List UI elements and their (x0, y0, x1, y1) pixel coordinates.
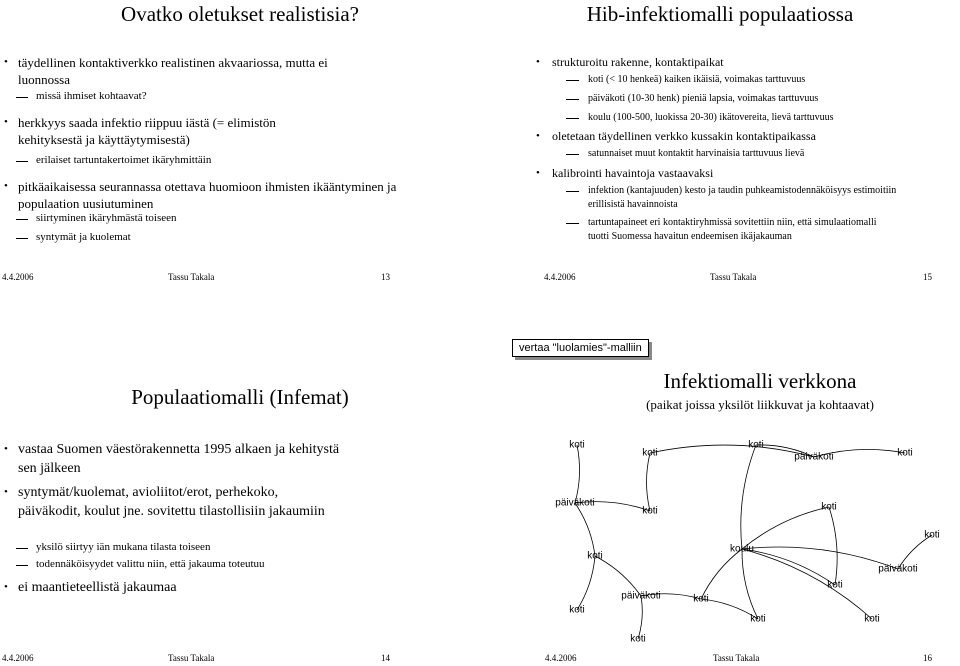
slide-subtitle: (paikat joissa yksilöt liikkuvat ja kohtaavat) (646, 397, 874, 412)
slide-footer (0, 272, 390, 284)
network-node-koti: koti (864, 613, 880, 625)
slide-title: Ovatko oletukset realistisia? (121, 2, 359, 26)
bullet-icon: • (536, 167, 540, 179)
network-link (575, 445, 580, 503)
bullet-item: • pitkäaikaisessa seurannassa otettava huomioon ihmisten ikääntyminen ja populaation uusiutuminen (4, 179, 397, 211)
network-node-koti: koti (569, 604, 585, 616)
network-node-koti: koti (642, 505, 658, 517)
dash-icon (566, 118, 579, 119)
sub-item: erilaiset tartuntakertoimet ikäryhmittäin (36, 153, 211, 168)
network-node-koti: koti (630, 633, 646, 645)
network-link (701, 549, 742, 599)
sub-item: yksilö siirtyy iän mukana tilasta toiseen (36, 540, 210, 555)
network-node-päiväkoti: päiväkoti (555, 497, 595, 509)
network-node-koti: koti (748, 439, 764, 451)
sub-item: siirtyminen ikäryhmästä toiseen (36, 211, 177, 226)
footer-page-number: 15 (923, 272, 932, 282)
sub-item: päiväkoti (10-30 henk) pieniä lapsia, voimakas tarttuvuus (588, 92, 818, 106)
network-node-koti: koti (642, 447, 658, 459)
network-node-päiväkoti: päiväkoti (878, 563, 918, 575)
network-link (647, 453, 650, 511)
dash-icon (566, 191, 579, 192)
bullet-icon: • (536, 130, 540, 142)
network-node-koti: koti (750, 613, 766, 625)
slide-footer (0, 653, 390, 665)
network-link (741, 445, 756, 549)
footer-page-number: 14 (381, 653, 390, 663)
dash-icon (566, 154, 579, 155)
dash-icon (566, 80, 579, 81)
footer-author: Tassu Takala (168, 272, 215, 282)
network-node-koti: koti (827, 579, 843, 591)
dash-icon (16, 97, 28, 98)
sub-item: koulu (100-500, luokissa 20-30) ikätovereita, lievä tarttuvuus (588, 111, 834, 125)
network-node-koulu: koulu (730, 543, 754, 555)
bullet-item: • vastaa Suomen väestörakennetta 1995 alkaen ja kehitystä sen jälkeen (4, 442, 340, 476)
bullet-icon: • (4, 180, 8, 192)
network-link (742, 507, 829, 549)
slide-title: Hib-infektiomalli populaatiossa (586, 2, 854, 26)
network-link (650, 445, 814, 457)
sub-item: infektion (kantajuuden) kesto ja taudin puhkeamistodennäköisyys estimoitiin erillisistä havainnoista (588, 184, 928, 212)
slide-footer (480, 653, 960, 665)
bullet-item: • ei maantieteellistä jakaumaa (4, 580, 177, 595)
footer-page-number: 16 (923, 653, 932, 663)
callout-box: vertaa "luolamies"-malliin (512, 339, 649, 357)
sub-item: syntymät ja kuolemat (36, 230, 131, 245)
network-links (480, 333, 960, 666)
slide-title: Infektiomalli verkkona (663, 369, 857, 393)
bullet-item: • herkkyys saada infektio riippuu iästä (= elimistön kehityksestä ja käyttäytymisestä) (4, 115, 276, 147)
slide-14 (0, 333, 480, 666)
dash-icon (16, 219, 28, 220)
bullet-item: • kalibrointi havaintoja vastaavaksi (536, 166, 714, 180)
footer-date: 4.4.2006 (545, 653, 577, 663)
bullet-item: • täydellinen kontaktiverkko realistinen akvaariossa, mutta ei luonnossa (4, 55, 328, 87)
network-link (742, 549, 872, 619)
footer-author: Tassu Takala (168, 653, 215, 663)
network-node-koti: koti (693, 593, 709, 605)
footer-date: 4.4.2006 (2, 272, 34, 282)
sub-item: todennäköisyydet valittu niin, että jakauma toteutuu (36, 557, 265, 572)
footer-author: Tassu Takala (710, 272, 757, 282)
network-node-koti: koti (924, 529, 940, 541)
dash-icon (16, 565, 28, 566)
network-link (577, 556, 595, 610)
slide-footer (542, 272, 932, 284)
footer-author: Tassu Takala (713, 653, 760, 663)
network-node-koti: koti (587, 550, 603, 562)
dash-icon (566, 99, 579, 100)
bullet-item: • syntymät/kuolemat, avioliitot/erot, perhekoko, päiväkodit, koulut jne. sovitettu tilastollisiin jakaumiin (4, 485, 325, 519)
network-node-päiväkoti: päiväkoti (621, 590, 661, 602)
slide-16 (480, 333, 960, 666)
slide-13 (0, 0, 480, 333)
network-node-päiväkoti: päiväkoti (794, 451, 834, 463)
network-link (742, 547, 898, 569)
slide-title: Populaatiomalli (Infemat) (131, 385, 349, 409)
dash-icon (16, 238, 28, 239)
network-link (829, 507, 837, 585)
dash-icon (566, 223, 579, 224)
network-node-koti: koti (897, 447, 913, 459)
bullet-icon: • (4, 581, 8, 593)
bullet-icon: • (536, 56, 540, 68)
bullet-icon: • (4, 443, 8, 455)
sub-item: koti (< 10 henkeä) kaiken ikäisiä, voimakas tarttuvuus (588, 73, 805, 87)
sub-item: satunnaiset muut kontaktit harvinaisia tarttuvuus lievä (588, 147, 804, 161)
dash-icon (16, 161, 28, 162)
footer-date: 4.4.2006 (2, 653, 34, 663)
sub-item: missä ihmiset kohtaavat? (36, 89, 147, 104)
bullet-item: • oletetaan täydellinen verkko kussakin kontaktipaikassa (536, 129, 816, 143)
network-link (742, 549, 758, 619)
footer-page-number: 13 (381, 272, 390, 282)
footer-date: 4.4.2006 (544, 272, 576, 282)
bullet-icon: • (4, 486, 8, 498)
slide-15 (480, 0, 960, 333)
dash-icon (16, 548, 28, 549)
network-link (575, 503, 595, 556)
network-node-koti: koti (569, 439, 585, 451)
network-link (742, 549, 835, 585)
bullet-icon: • (4, 56, 8, 68)
network-node-koti: koti (821, 501, 837, 513)
bullet-icon: • (4, 116, 8, 128)
sub-item: tartuntapaineet eri kontaktiryhmissä sovitettiin niin, että simulaatiomalli tuotti Suomessa havaitun endeemisen ikäjakauman (588, 216, 898, 244)
bullet-item: • strukturoitu rakenne, kontaktipaikat (536, 55, 724, 69)
